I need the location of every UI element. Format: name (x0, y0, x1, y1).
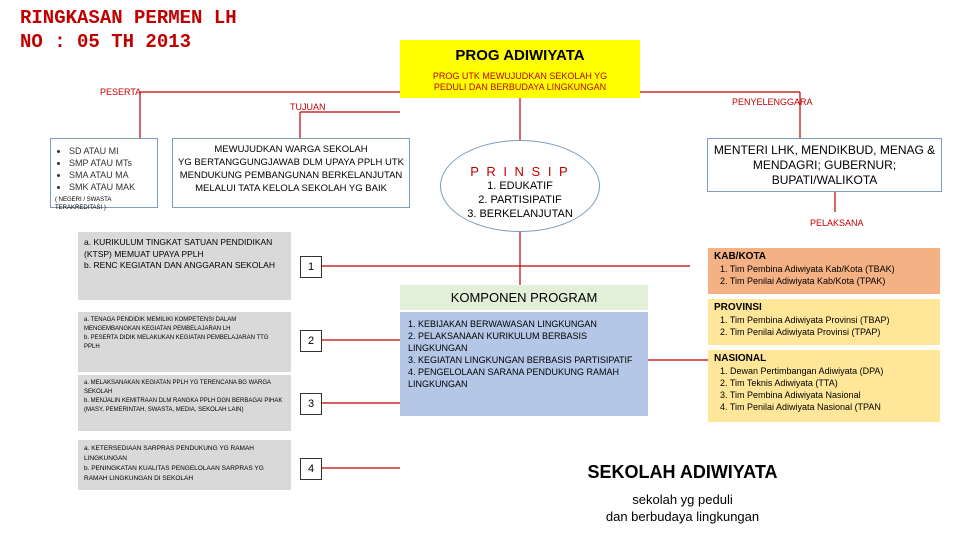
sekolah-adiwiyata (560, 462, 805, 525)
nasional-item: 1. Dewan Pertimbangan Adiwiyata (DPA) (720, 366, 884, 376)
peserta-item: • SD ATAU MI (69, 145, 153, 157)
peserta-list (55, 145, 153, 193)
komponen-list-item: 3. KEGIATAN LINGKUNGAN BERBASIS PARTISIPATIF (408, 355, 633, 365)
prog-subtitle-line2: PEDULI DAN BERBUDAYA LINGKUNGAN (433, 82, 607, 92)
komponen-list-item: 1. KEBIJAKAN BERWAWASAN LINGKUNGAN (408, 319, 597, 329)
komponen-list-box (400, 312, 648, 416)
komponen-number-2: 2 (300, 330, 322, 352)
komponen-detail-box-3 (78, 375, 291, 431)
tujuan-line1: MEWUJUDKAN WARGA SEKOLAH (214, 144, 368, 155)
prog-heading: PROG ADIWIYATA (455, 47, 585, 64)
peserta-box (50, 138, 158, 211)
peserta-item: • SMA ATAU MA (69, 169, 153, 181)
kabkota-item: 1. Tim Pembina Adiwiyata Kab/Kota (TBAK) (720, 264, 895, 274)
label-pelaksana: PELAKSANA (810, 218, 864, 228)
nasional-box (708, 350, 940, 422)
tujuan-line2: YG BERTANGGUNGJAWAB DLM UPAYA PPLH UTK (178, 157, 404, 168)
penyelenggara-box: MENTERI LHK, MENDIKBUD, MENAG & MENDAGRI; GUBERNUR; BUPATI/WALIKOTA (707, 138, 942, 192)
prog-subtitle (400, 71, 640, 93)
komponen-detail-item: b. RENC KEGIATAN DAN ANGGARAN SEKOLAH (84, 260, 275, 270)
komponen-detail-item: a. KURIKULUM TINGKAT SATUAN PENDIDIKAN (KTSP) MEMUAT UPAYA PPLH (84, 237, 273, 259)
komponen-detail-item: a. MELAKSANAKAN KEGIATAN PPLH YG TERENCANA BG WARGA SEKOLAH (84, 380, 271, 395)
sekolah-subtitle-line1: sekolah yg peduli (632, 492, 733, 507)
nasional-heading: NASIONAL (714, 353, 767, 364)
tujuan-line4: MELALUI TATA KELOLA SEKOLAH YG BAIK (195, 183, 387, 194)
sekolah-subtitle (560, 491, 805, 525)
prinsip-item: 1. EDUKATIF (487, 180, 553, 192)
sekolah-heading: SEKOLAH ADIWIYATA (587, 462, 778, 482)
prog-adiwiyata-box (400, 40, 640, 98)
label-penyelenggara: PENYELENGGARA (732, 97, 813, 107)
prinsip-ellipse (440, 140, 600, 232)
tujuan-line3: MENDUKUNG PEMBANGUNAN BERKELANJUTAN (179, 170, 403, 181)
komponen-number-3: 3 (300, 393, 322, 415)
page-title-line1: RINGKASAN PERMEN LH (20, 7, 237, 29)
komponen-program-header: KOMPONEN PROGRAM (400, 285, 648, 310)
nasional-item: 4. Tim Penilai Adiwiyata Nasional (TPAN (720, 402, 881, 412)
komponen-list-item: 2. PELAKSANAAN KURIKULUM BERBASIS LINGKUNGAN (408, 331, 588, 353)
peserta-item: • SMP ATAU MTs (69, 157, 153, 169)
nasional-item: 2. Tim Teknis Adiwiyata (TTA) (720, 378, 838, 388)
provinsi-box (708, 299, 940, 345)
komponen-detail-box-2 (78, 312, 291, 372)
komponen-detail-box-1 (78, 232, 291, 300)
komponen-list-item: 4. PENGELOLAAN SARANA PENDUKUNG RAMAH LINGKUNGAN (408, 367, 620, 389)
prinsip-item: 2. PARTISIPATIF (478, 194, 562, 206)
nasional-item: 3. Tim Pembina Adiwiyata Nasional (720, 390, 861, 400)
prinsip-list (441, 179, 599, 221)
sekolah-subtitle-line2: dan berbudaya lingkungan (605, 509, 760, 524)
peserta-note: ( NEGERI / SWASTA TERAKREDITASI ) (55, 197, 112, 211)
peserta-item: • SMK ATAU MAK (69, 181, 153, 193)
komponen-detail-item: a. TENAGA PENDIDIK MEMILIKI KOMPETENSI DALAM MENGEMBANGKAN KEGIATAN PEMBELAJARAN LH (84, 317, 237, 332)
komponen-detail-item: b. MENJALIN KEMITRAAN DLM RANGKA PPLH DGN BERBAGAI PIHAK (MASY, PEMERINTAH, SWASTA, MEDIA, SEKOLAH LAIN) (84, 398, 283, 413)
label-tujuan: TUJUAN (290, 102, 326, 112)
tujuan-box (172, 138, 410, 208)
komponen-detail-item: b. PESERTA DIDIK MELAKUKAN KEGIATAN PEMBELAJARAN TTG PPLH (84, 335, 269, 350)
kabkota-box (708, 248, 940, 294)
provinsi-item: 2. Tim Penilai Adiwiyata Provinsi (TPAP) (720, 327, 881, 337)
kabkota-heading: KAB/KOTA (714, 251, 767, 262)
komponen-number-1: 1 (300, 256, 322, 278)
page-title-line2: NO : 05 TH 2013 (20, 31, 192, 53)
prog-subtitle-line1: PROG UTK MEWUJUDKAN SEKOLAH YG (432, 71, 608, 81)
prinsip-item: 3. BERKELANJUTAN (467, 208, 573, 220)
kabkota-item: 2. Tim Penilai Adiwiyata Kab/Kota (TPAK) (720, 276, 886, 286)
provinsi-heading: PROVINSI (714, 302, 762, 313)
page-title (20, 6, 237, 54)
provinsi-item: 1. Tim Pembina Adiwiyata Provinsi (TBAP) (720, 315, 890, 325)
komponen-detail-item: a. KETERSEDIAAN SARPRAS PENDUKUNG YG RAMAH LINGKUNGAN (84, 445, 255, 462)
label-peserta: PESERTA (100, 87, 142, 97)
prinsip-heading: P R I N S I P (470, 164, 570, 179)
komponen-detail-box-4 (78, 440, 291, 490)
komponen-number-4: 4 (300, 458, 322, 480)
komponen-detail-item: b. PENINGKATAN KUALITAS PENGELOLAAN SARPRAS YG RAMAH LINGKUNGAN DI SEKOLAH (84, 465, 264, 482)
